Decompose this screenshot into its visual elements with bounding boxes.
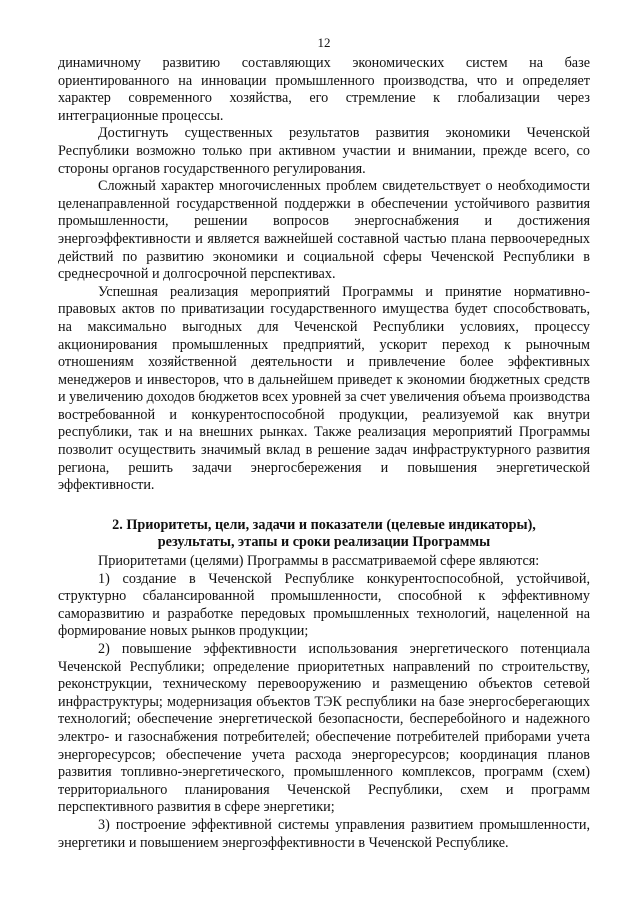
list-item-priority-3: 3) построение эффективной системы управления развитием промышленности, энергетики и повышением энергоэффективности в Чеченской Республике. [58, 816, 590, 851]
list-item-priority-1: 1) создание в Чеченской Республике конкурентоспособной, устойчивой, структурно сбалансированной промышленности, способной к эффективному саморазвитию и разработке передовых промышленных технологий, нацеленной на формирование новых рынков продукции; [58, 570, 590, 640]
section-heading-line-2: результаты, этапы и сроки реализации Программы [157, 534, 491, 551]
section-heading [58, 517, 590, 552]
paragraph-problems: Сложный характер многочисленных проблем свидетельствует о необходимости целенаправленной государственной поддержки в обеспечении устойчивого развития промышленности, решении вопросов энергоснабжения и достижения энергоэффективности и является важнейшей составной частью плана первоочередных действий по развитию экономики и социальной сферы Чеченской Республики в среднесрочной и долгосрочной перспективах. [58, 178, 590, 283]
section-heading-line-1: 2. Приоритеты, цели, задачи и показатели (целевые индикаторы), [112, 516, 536, 533]
paragraph-results: Достигнуть существенных результатов развития экономики Чеченской Республики возможно только при активном участии и внимании, прежде всего, со стороны органов государственного регулирования. [58, 125, 590, 177]
page-number: 12 [317, 35, 331, 50]
paragraph-implementation: Успешная реализация мероприятий Программы и принятие нормативно-правовых актов по приватизации государственного имущества будет способствовать, на максимально выгодных для Чеченской Республики условиях, процессу акционирования промышленных предприятий, ускорит переход к рыночным отношениям хозяйственной деятельности и привлечение более эффективных менеджеров и инвесторов, что в дальнейшем приведет к экономии бюджетных средств и увеличению доходов бюджетов всех уровней за счет увеличения объема производства востребованной и конкурентоспособной продукции, реализуемой как внутри республики, так и на внешних рынках. Также реализация мероприятий Программы позволит осуществить значимый вклад в решение задач инфраструктурного развития региона, решить задачи энергосбережения и повышения энергетической эффективности. [58, 283, 590, 494]
list-item-priority-2: 2) повышение эффективности использования энергетического потенциала Чеченской Республики; определение приоритетных направлений по строительству, реконструкции, техническому перевооружению и размещению объектов сетевой инфраструктуры; модернизация объектов ТЭК республики на базе энергосберегающих технологий; обеспечение энергетической безопасности, бесперебойного и надежного электро- и газоснабжения потребителей; обеспечение потребителей приборами учета энергоресурсов; обеспечение учета расхода энергоресурсов; координация планов развития топливно-энергетического, промышленного комплексов, программ (схем) территориального планирования Чеченской Республики, схем и программ перспективного развития в сфере энергетики; [58, 641, 590, 816]
paragraph-continuation: динамичному развитию составляющих экономических систем на базе ориентированного на инновации промышленного производства, что и определяет характер современного хозяйства, его стремление к глобализации через интеграционные процессы. [58, 55, 590, 124]
paragraph-priorities-intro: Приоритетами (целями) Программы в рассматриваемой сфере являются: [98, 553, 540, 570]
